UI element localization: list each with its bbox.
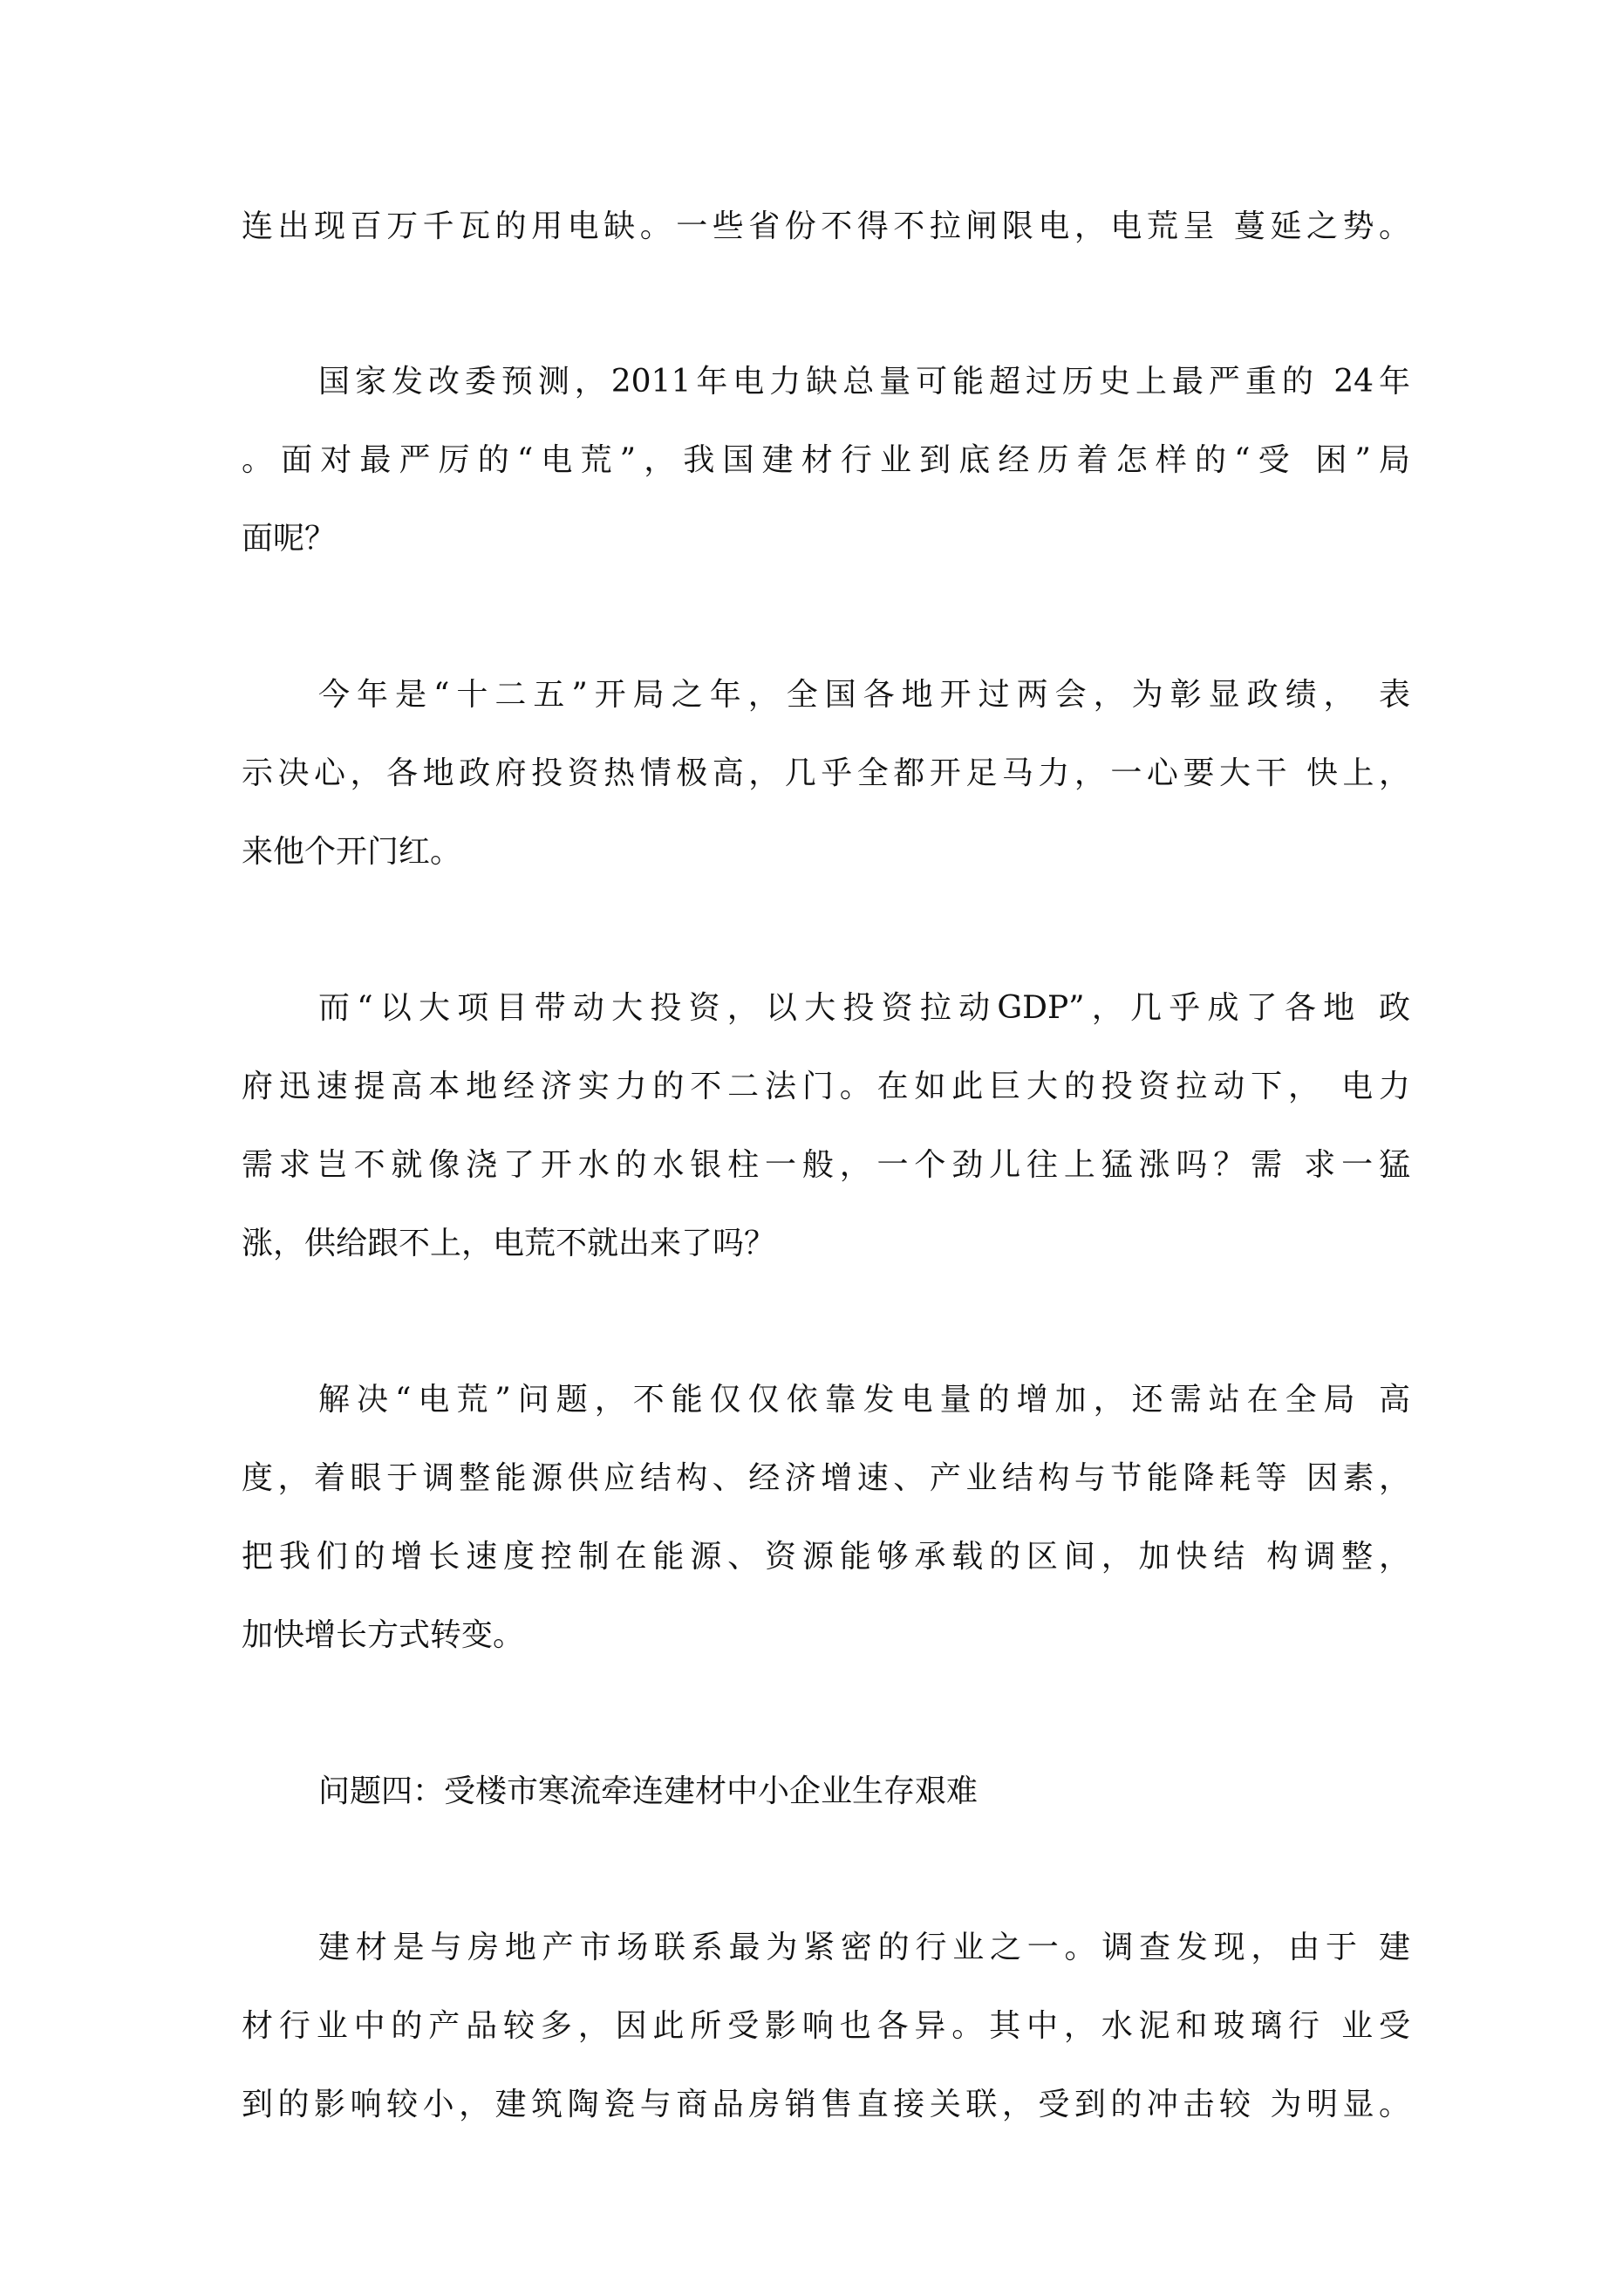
paragraph-2-line-3: 面呢？ <box>242 521 337 557</box>
paragraph-3-line-3: 来他个开门红。 <box>242 834 462 870</box>
paragraph-5-line-1: 解决“电荒”问题，不能仅仅依靠发电量的增加，还需站在全局 高 <box>318 1382 1410 1418</box>
paragraph-3-line-2: 示决心，各地政府投资热情极高，几乎全都开足马力，一心要大干 快上， <box>242 755 1410 791</box>
paragraph-7-line-3: 到的影响较小，建筑陶瓷与商品房销售直接关联，受到的冲击较 为明显。 <box>242 2087 1410 2122</box>
paragraph-4-line-1: 而“以大项目带动大投资，以大投资拉动GDP”，几乎成了各地 政 <box>318 990 1410 1026</box>
paragraph-5-line-2: 度，着眼于调整能源供应结构、经济增速、产业结构与节能降耗等 因素， <box>242 1460 1410 1496</box>
section-heading: 问题四：受楼市寒流牵连建材中小企业生存艰难 <box>318 1773 979 1809</box>
paragraph-7-line-2: 材行业中的产品较多，因此所受影响也各异。其中，水泥和玻璃行 业受 <box>242 2008 1410 2044</box>
paragraph-1-line-1: 连出现百万千瓦的用电缺。一些省份不得不拉闸限电，电荒呈 蔓延之势。 <box>242 208 1410 244</box>
paragraph-5-line-3: 把我们的增长速度控制在能源、资源能够承载的区间，加快结 构调整， <box>242 1539 1410 1575</box>
paragraph-5-line-4: 加快增长方式转变。 <box>242 1617 525 1653</box>
paragraph-2-line-1: 国家发改委预测，2011年电力缺总量可能超过历史上最严重的 24年 <box>318 364 1410 400</box>
paragraph-4-line-4: 涨，供给跟不上，电荒不就出来了吗？ <box>242 1226 776 1261</box>
paragraph-4-line-3: 需求岂不就像浇了开水的水银柱一般，一个劲儿往上猛涨吗？需 求一猛 <box>242 1147 1410 1183</box>
paragraph-2-line-2: 。面对最严厉的“电荒”，我国建材行业到底经历着怎样的“受 困”局 <box>242 442 1410 478</box>
paragraph-7-line-1: 建材是与房地产市场联系最为紧密的行业之一。调查发现，由于 建 <box>318 1930 1410 1965</box>
paragraph-3-line-1: 今年是“十二五”开局之年，全国各地开过两会，为彰显政绩， 表 <box>318 677 1410 713</box>
paragraph-4-line-2: 府迅速提高本地经济实力的不二法门。在如此巨大的投资拉动下， 电力 <box>242 1069 1410 1104</box>
